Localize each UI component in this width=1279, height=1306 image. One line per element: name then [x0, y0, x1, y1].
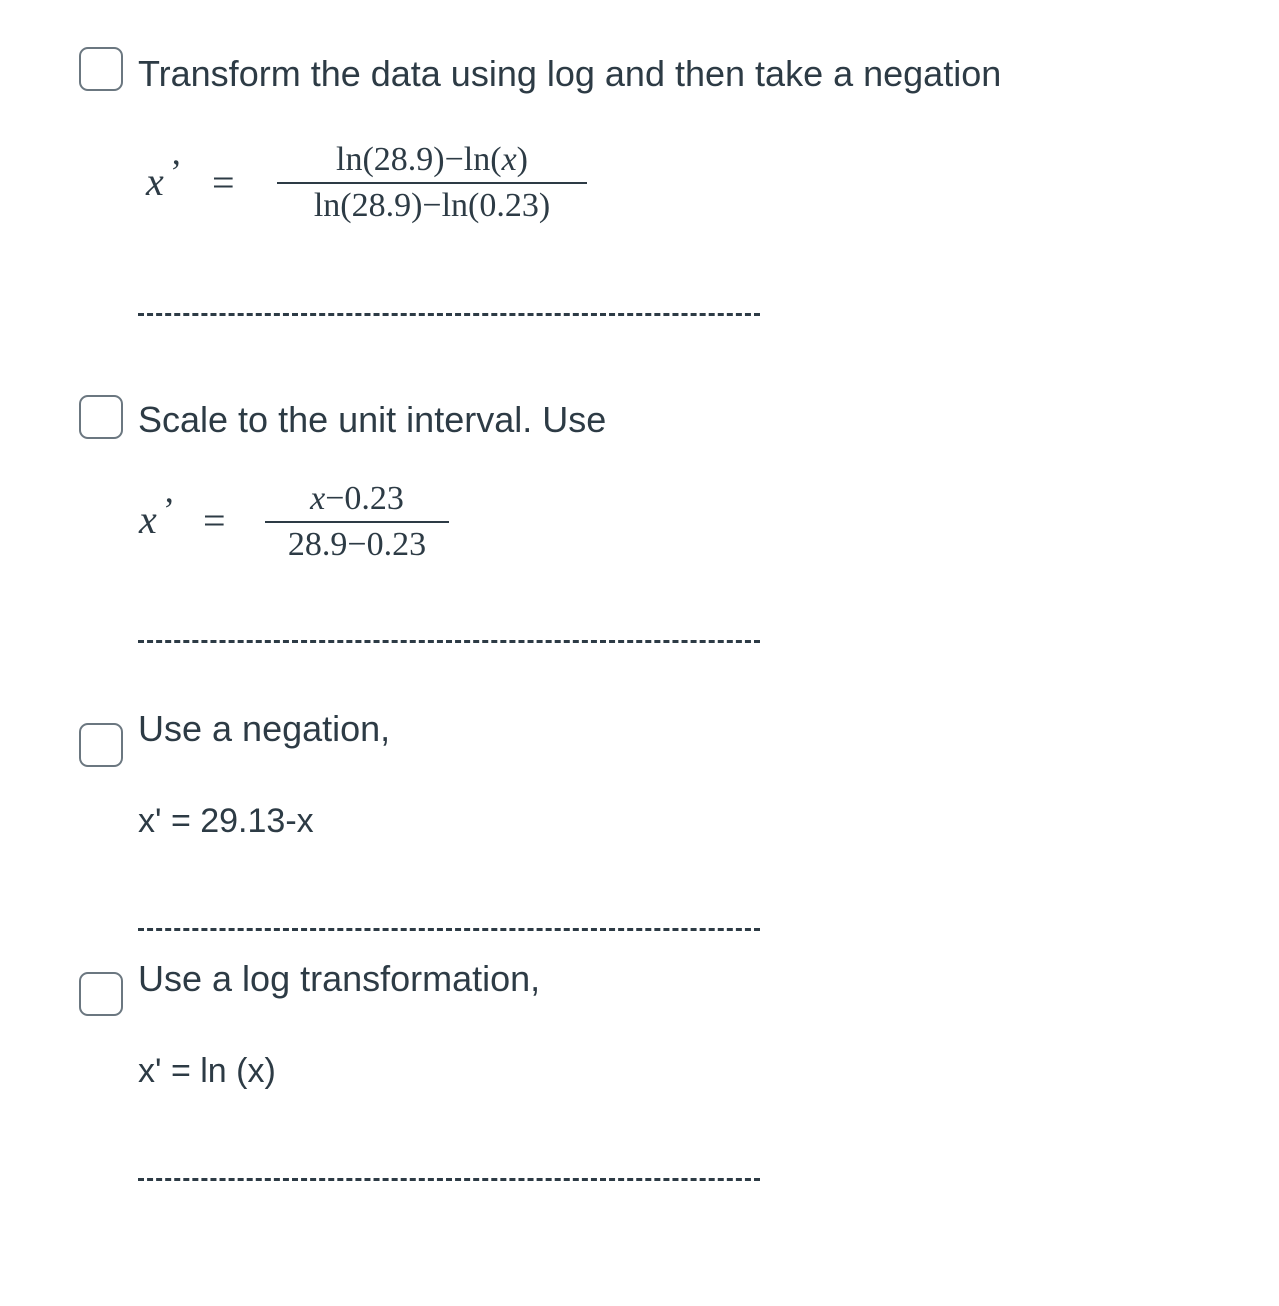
option-3-checkbox[interactable]: [79, 723, 123, 767]
separator-2: [138, 640, 760, 643]
option-3-label: Use a negation,: [138, 708, 391, 749]
option-2-denominator: 28.9−0.23: [287, 526, 427, 563]
option-4-formula: x' = ln (x): [138, 1052, 276, 1090]
option-2-lhs-var: x: [139, 497, 157, 542]
option-2-numerator-text: −0.23: [325, 480, 404, 517]
option-1-numerator-end: ): [516, 141, 528, 178]
option-1-lhs-var: x: [146, 159, 164, 204]
option-1-denominator: ln(28.9)−ln(0.23): [313, 187, 551, 224]
option-1-checkbox[interactable]: [79, 47, 123, 91]
option-1-fraction-bar: [277, 182, 587, 184]
option-1-numerator-var: x: [501, 141, 517, 178]
option-2-numerator-var: x: [310, 480, 326, 517]
separator-1: [138, 313, 760, 316]
option-2-fraction-bar: [265, 521, 449, 523]
option-2-label: Scale to the unit interval. Use: [138, 399, 607, 440]
option-1-numerator: [332, 140, 532, 180]
option-2-equals: =: [203, 498, 226, 543]
option-1-lhs-prime: ’: [170, 152, 182, 192]
option-1-label: Transform the data using log and then take a negation: [138, 53, 1002, 94]
option-4-checkbox[interactable]: [79, 972, 123, 1016]
option-1-fraction: [277, 140, 587, 226]
option-2-lhs-prime: ’: [163, 490, 175, 530]
option-2-numerator: [306, 479, 408, 519]
option-2-fraction: [265, 479, 449, 565]
separator-4: [138, 1178, 760, 1181]
option-1-numerator-text: ln(28.9)−ln(: [336, 141, 502, 178]
option-1-equals: =: [212, 160, 235, 205]
separator-3: [138, 928, 760, 931]
option-3-formula: x' = 29.13-x: [138, 802, 314, 840]
option-2-checkbox[interactable]: [79, 395, 123, 439]
option-4-label: Use a log transformation,: [138, 958, 541, 999]
